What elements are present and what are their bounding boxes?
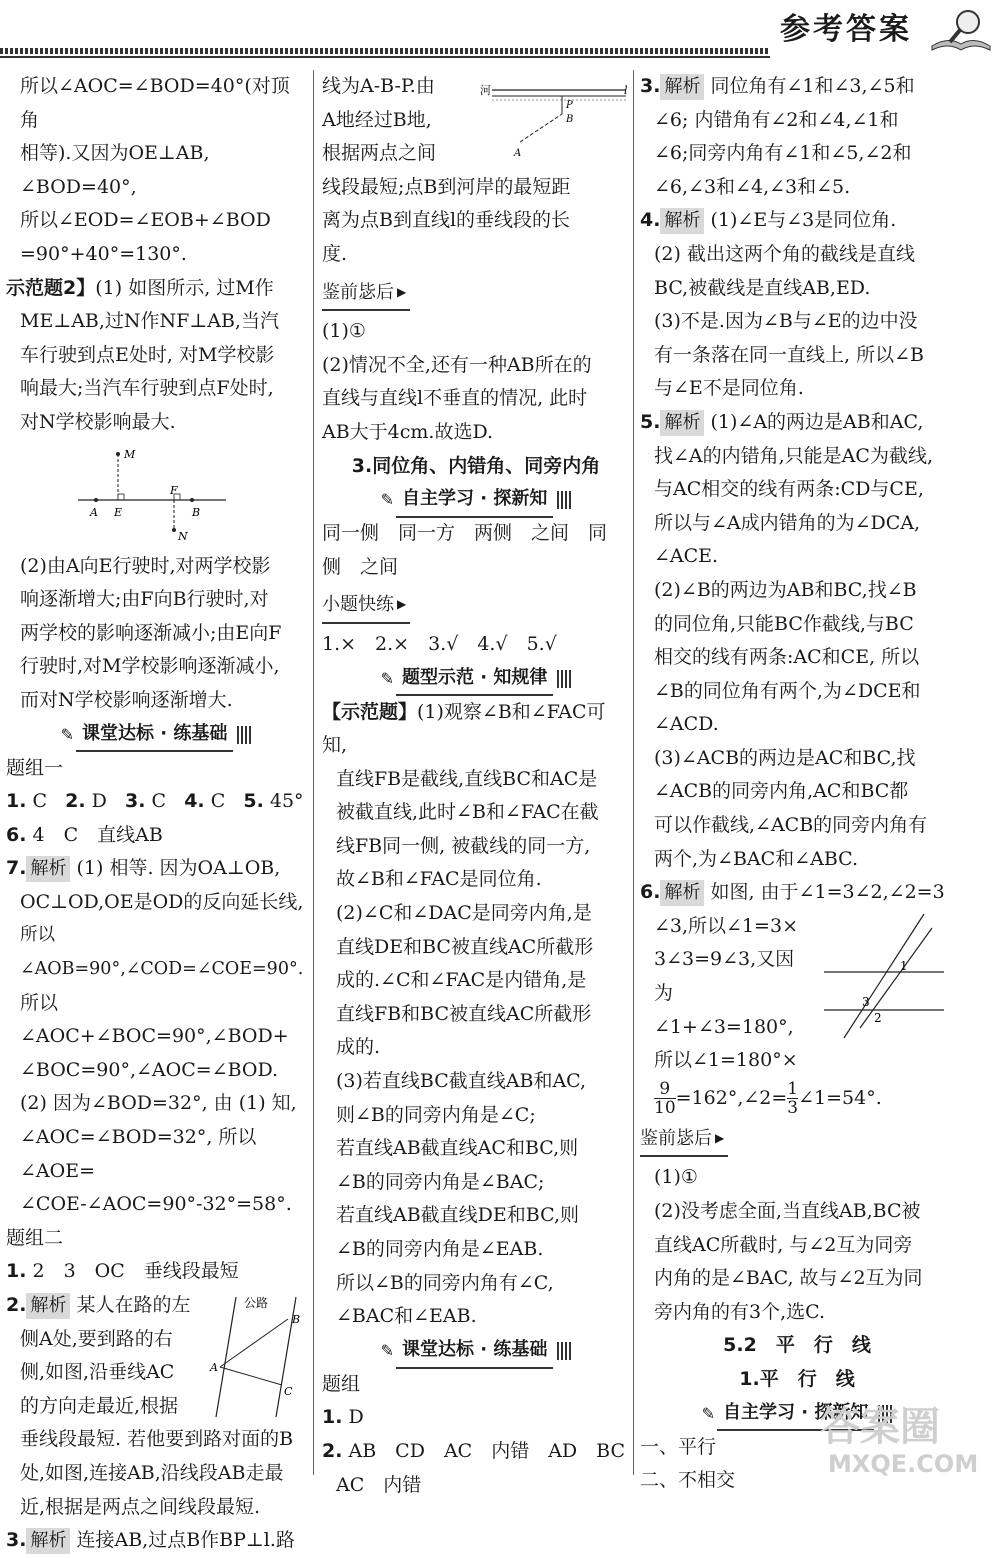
column-3	[640, 70, 954, 1498]
text-line: 垂线段最短. 若他要到路对面的B	[20, 1428, 294, 1451]
q-number: 6.	[6, 823, 27, 846]
bars-icon	[237, 726, 251, 744]
label-P: P	[566, 100, 573, 111]
q-number: 7.	[6, 857, 27, 880]
text-line: 可以作截线,∠ACB的同旁内角有	[654, 814, 928, 837]
text-line: 同一侧 同一方 两侧 之间 同	[322, 522, 608, 545]
pen-icon: ✎	[60, 724, 75, 744]
label-A: A	[90, 505, 98, 519]
text-line: 的方向走最近,根据	[20, 1394, 179, 1417]
text-line: (2)∠C和∠DAC是同旁内角,是	[336, 902, 592, 925]
text-line: ∠6; 内错角有∠2和∠4,∠1和	[654, 108, 899, 131]
text-line: $\frac{9}{10}$ =162°,∠2= $\frac{1}{3}$ ∠1=54°.	[654, 1079, 882, 1119]
q-number: 2.	[65, 790, 86, 813]
answer: C	[210, 790, 226, 813]
text-line: ∠ACB的同旁内角,AC和BC都	[654, 780, 909, 803]
text-line: 直线DE和BC被直线AC所截形	[336, 935, 594, 958]
column-2	[322, 70, 630, 1502]
text-line: 两学校的影响逐渐减小;由E向F	[20, 621, 282, 644]
text-line: 所以∠1=180°×	[654, 1049, 798, 1072]
analysis-tag: 解析	[26, 1293, 70, 1319]
text-line: 被截直线,此时∠B和∠FAC在截	[336, 801, 599, 824]
text-line: 为∠1+∠3=180°,	[654, 982, 794, 1038]
header-rule	[0, 56, 770, 58]
label-E: E	[114, 505, 123, 519]
text-line: 与∠E不是同位角.	[654, 377, 804, 400]
pen-icon: ✎	[380, 1340, 395, 1360]
text-line: ∠B的同位角有两个,为∠DCE和	[654, 679, 921, 702]
watermark-logo: 答案圈	[820, 1404, 940, 1450]
text-line: ∠BAC和∠EAB.	[336, 1305, 477, 1328]
text-line: ∠ACE.	[654, 545, 719, 568]
text-line: (1)∠A的两边是AB和AC,	[710, 410, 924, 433]
triangle-icon: ▶	[397, 284, 407, 299]
text-line: 则∠B的同旁内角是∠C;	[336, 1103, 536, 1126]
column-1	[6, 70, 306, 1558]
text-line: 1.× 2.× 3.√ 4.√ 5.√	[322, 632, 557, 655]
analysis-tag: 解析	[660, 410, 704, 436]
group-heading: 题组	[322, 1372, 361, 1395]
review-heading: 鉴前毖后 ▶	[640, 1122, 728, 1158]
watermark-url: MXQE.COM	[828, 1450, 979, 1478]
text-line: 直线AC所截时, 与∠2互为同旁	[654, 1233, 913, 1256]
text-line: 的同位角,只能BC作截线,与BC	[654, 612, 914, 635]
text-line: =90°+40°=130°.	[20, 242, 187, 265]
bars-icon	[557, 1342, 571, 1360]
subsection-title: 1.平 行 线	[739, 1367, 855, 1390]
text-line: 线FB同一侧, 被截线的同一方,	[336, 834, 591, 857]
label-B: B	[566, 114, 574, 125]
page-header	[0, 0, 1000, 60]
triangle-icon: ▶	[715, 1130, 725, 1145]
q-number: 1.	[322, 1406, 343, 1429]
text-line: (3)∠ACB的两边是AC和BC,找	[654, 746, 916, 769]
example-label: 【示范题】	[322, 700, 418, 723]
text-line: (2)没考虑全面,当直线AB,BC被	[654, 1200, 921, 1222]
text-line: 车行驶到点E处时, 对M学校影	[20, 343, 275, 366]
text-line: (2) 因为∠BOD=32°, 由 (1) 知,	[20, 1092, 297, 1115]
angle-label-1: 1	[900, 958, 908, 973]
text-line: 3∠3=9∠3,又因	[654, 948, 795, 971]
text-line: ∠AOC=∠BOD=32°, 所以∠AOE=	[20, 1126, 257, 1182]
text-line: 相等).又因为OE⊥AB,	[20, 142, 210, 165]
text-line: A地经过B地,	[322, 108, 432, 131]
section-banner: ✎ 课堂达标 · 练基础	[6, 718, 306, 752]
column-divider-2	[633, 70, 634, 1475]
text-line: 所以∠EOD=∠EOB+∠BOD	[20, 209, 271, 232]
text-line: 与AC相交的线有两条:CD与CE,	[654, 478, 924, 501]
text-line: ∠B的同旁内角是∠BAC;	[336, 1170, 545, 1193]
answer: C	[151, 790, 167, 813]
text-line: 侧 之间	[322, 555, 399, 578]
text-line: 故∠B和∠FAC是同位角.	[336, 868, 542, 891]
text-line: (1) 如图所示, 过M作	[95, 276, 274, 299]
text-line: 所以∠AOC=∠BOD=40°(对顶角	[20, 75, 290, 131]
text-line: 一、平行	[640, 1435, 717, 1458]
bars-icon	[557, 670, 571, 688]
answer: AB CD AC 内错 AD BC	[348, 1439, 626, 1462]
text-line: 内角的是∠BAC, 故与∠2互为同	[654, 1267, 923, 1290]
section-title: 5.2 平 行 线	[723, 1334, 871, 1357]
q-number: 4.	[184, 790, 205, 813]
text-line: 若直线AB截直线DE和BC,则	[336, 1204, 580, 1227]
label-M: M	[124, 447, 136, 461]
label-F: F	[170, 483, 178, 497]
column-divider-1	[313, 70, 314, 1475]
river-label: 河	[480, 84, 491, 97]
group-heading: 题组一	[6, 756, 64, 779]
text-line: ∠COE-∠AOC=90°-32°=58°.	[20, 1193, 292, 1216]
text-line: 连接AB,过点B作BP⊥l.路	[76, 1529, 295, 1552]
section-banner: ✎ 自主学习 · 探新知	[322, 483, 630, 517]
text-line: 根据两点之间	[322, 142, 437, 165]
text-line: 线为A-B-P.由	[322, 75, 435, 97]
review-heading: 鉴前毖后 ▶	[322, 276, 410, 312]
q-number: 5.	[243, 790, 264, 813]
label-l: l	[624, 84, 628, 97]
text-line: 成的.∠C和∠FAC是内错角,是	[336, 969, 587, 992]
text-line: ∠B的同旁内角是∠EAB.	[336, 1238, 544, 1260]
label-A: A	[514, 148, 522, 159]
text-line: 度.	[322, 242, 348, 265]
text-line: 侧A处,要到路的右	[20, 1327, 173, 1350]
text-line: 对N学校影响最大.	[20, 410, 176, 433]
group-heading: 题组二	[6, 1226, 64, 1249]
text-line: 直线与直线l不垂直的情况, 此时	[322, 387, 588, 410]
q-number: 2.	[6, 1294, 27, 1316]
text-line: 旁内角的有3个,选C.	[654, 1300, 826, 1323]
answer: 2 3 OC 垂线段最短	[32, 1260, 239, 1283]
label-B: B	[292, 1313, 301, 1326]
text-line: 行驶时,对M学校影响逐渐减小,	[20, 655, 280, 678]
text-line: (3)不是.因为∠B与∠E的边中没	[654, 310, 918, 333]
analysis-tag: 解析	[660, 74, 704, 100]
angle-label-2: 2	[874, 1010, 882, 1025]
text-line: ∠6;同旁内角有∠1和∠5,∠2和	[654, 142, 912, 165]
answer: AC 内错	[336, 1473, 422, 1496]
triangle-icon: ▶	[397, 597, 407, 612]
q-number: 2.	[322, 1439, 343, 1462]
text-line: (1)观察∠B和∠FAC可知,	[322, 700, 606, 757]
text-line: 直线FB和BC被直线AC所截形	[336, 1002, 592, 1025]
text-line: (1)①	[654, 1166, 698, 1189]
figure-road-schools	[6, 440, 306, 550]
answer: C	[32, 790, 48, 813]
q-number: 3.	[6, 1529, 27, 1552]
text-line: (2)∠B的两边为AB和BC,找∠B	[654, 578, 917, 601]
pen-icon: ✎	[380, 668, 395, 688]
book-magnifier-icon	[928, 6, 994, 52]
header-rule-dotted	[0, 48, 770, 54]
text-line: AB大于4cm.故选D.	[322, 420, 494, 443]
text-line: 二、不相交	[640, 1469, 736, 1492]
text-line: 成的.	[336, 1036, 381, 1059]
text-line: (1)①	[322, 320, 366, 343]
text-line: 所以与∠A成内错角的为∠DCA,	[654, 511, 921, 534]
pen-icon: ✎	[701, 1403, 716, 1423]
example-label: 示范题2】	[6, 276, 96, 299]
text-line: (2)由A向E行驶时,对两学校影	[20, 554, 271, 577]
q-number: 5.	[640, 410, 661, 433]
text-line: (1)∠E与∠3是同位角.	[710, 209, 897, 232]
answer: 4 C 直线AB	[32, 823, 163, 846]
section-title: 3.同位角、内错角、同旁内角	[351, 454, 601, 477]
text-line: 侧,如图,沿垂线AC	[20, 1361, 175, 1384]
analysis-tag: 解析	[660, 880, 704, 906]
text-line: 离为点B到直线l的垂线段的长	[322, 209, 571, 232]
road-label: 公路	[244, 1296, 269, 1310]
text-line: ∠BOC=90°,∠AOC=∠BOD.	[20, 1058, 279, 1081]
q-number: 1.	[6, 790, 27, 813]
figure-transversals	[814, 910, 954, 1040]
answer: D	[91, 790, 107, 813]
text-line: (1) 相等. 因为OA⊥OB,	[76, 857, 281, 880]
text-line: 如图, 由于∠1=3∠2,∠2=3	[710, 881, 945, 904]
analysis-tag: 解析	[660, 208, 704, 234]
text-line: ∠ACD.	[654, 713, 719, 736]
text-line: ∠6,∠3和∠4,∠3和∠5.	[654, 175, 851, 198]
text-line: 两个,为∠BAC和∠ABC.	[654, 847, 859, 870]
text-line: 有一条落在同一直线上, 所以∠B	[654, 343, 924, 366]
label-C: C	[284, 1385, 293, 1398]
text-line: 找∠A的内错角,只能是AC为截线,	[654, 444, 933, 467]
text-line: 处,如图,连接AB,沿线段AB走最	[20, 1461, 284, 1484]
text-line: 若直线AB截直线AC和BC,则	[336, 1137, 579, 1160]
text-line: ∠3,所以∠1=3×	[654, 914, 798, 937]
q-number: 3.	[640, 75, 661, 97]
text-line: 同位角有∠1和∠3,∠5和	[710, 75, 915, 97]
label-B: B	[192, 505, 201, 519]
fraction: $\frac{9}{10}$	[654, 1079, 676, 1119]
section-banner: ✎ 课堂达标 · 练基础	[322, 1334, 630, 1368]
text-line: 所以∠AOB=90°,∠COD=∠COE=90°.	[20, 925, 304, 980]
section-banner: ✎ 题型示范 · 知规律	[322, 662, 630, 696]
label-A: A	[210, 1361, 218, 1374]
text-line: 某人在路的左	[76, 1294, 191, 1316]
text-line: 所以∠B的同旁内角有∠C,	[336, 1271, 554, 1294]
q-number: 3.	[125, 790, 146, 813]
fraction: $\frac{1}{3}$	[787, 1079, 799, 1119]
q-number: 6.	[640, 881, 661, 904]
q-number: 4.	[640, 209, 661, 232]
answer: 45°	[269, 790, 304, 813]
text-line: ∠BOD=40°,	[20, 175, 137, 198]
text-line: OC⊥OD,OE是OD的反向延长线,	[20, 890, 304, 913]
text-line: 响逐渐增大;由F向B行驶时,对	[20, 588, 269, 611]
text-line: BC,被截线是直线AB,ED.	[654, 276, 871, 299]
pen-icon: ✎	[380, 490, 395, 510]
text-line: 直线FB是截线,直线BC和AC是	[336, 767, 598, 790]
angle-label-3: 3	[862, 994, 870, 1009]
label-N: N	[178, 529, 188, 543]
analysis-tag: 解析	[26, 1528, 70, 1554]
figure-road	[206, 1289, 306, 1419]
text-line: 所以∠AOC+∠BOC=90°,∠BOD+	[20, 991, 289, 1048]
analysis-tag: 解析	[26, 856, 70, 882]
text-line: 而对N学校影响逐渐增大.	[20, 688, 233, 711]
bars-icon	[557, 491, 571, 509]
text-line: 近,根据是两点之间线段最短.	[20, 1495, 261, 1518]
text-line: 响最大;当汽车行驶到点F处时,	[20, 377, 274, 400]
q-number: 1.	[6, 1260, 27, 1283]
text-line: (2)情况不全,还有一种AB所在的	[322, 353, 592, 376]
figure-river	[480, 70, 630, 160]
header-title: 参考答案	[780, 12, 912, 47]
quick-practice-heading: 小题快练 ▶	[322, 588, 410, 624]
text-line: ME⊥AB,过N作NF⊥AB,当汽	[20, 310, 279, 333]
text-line: (2) 截出这两个角的截线是直线	[654, 242, 915, 265]
text-line: 相交的线有两条:AC和CE, 所以	[654, 646, 920, 669]
answer: D	[348, 1406, 364, 1429]
text-line: (3)若直线BC截直线AB和AC,	[336, 1070, 587, 1093]
section-banner: ✎ 自主学习 · 探新知	[640, 1397, 954, 1431]
text-line: 线段最短;点B到河岸的最短距	[322, 175, 571, 198]
